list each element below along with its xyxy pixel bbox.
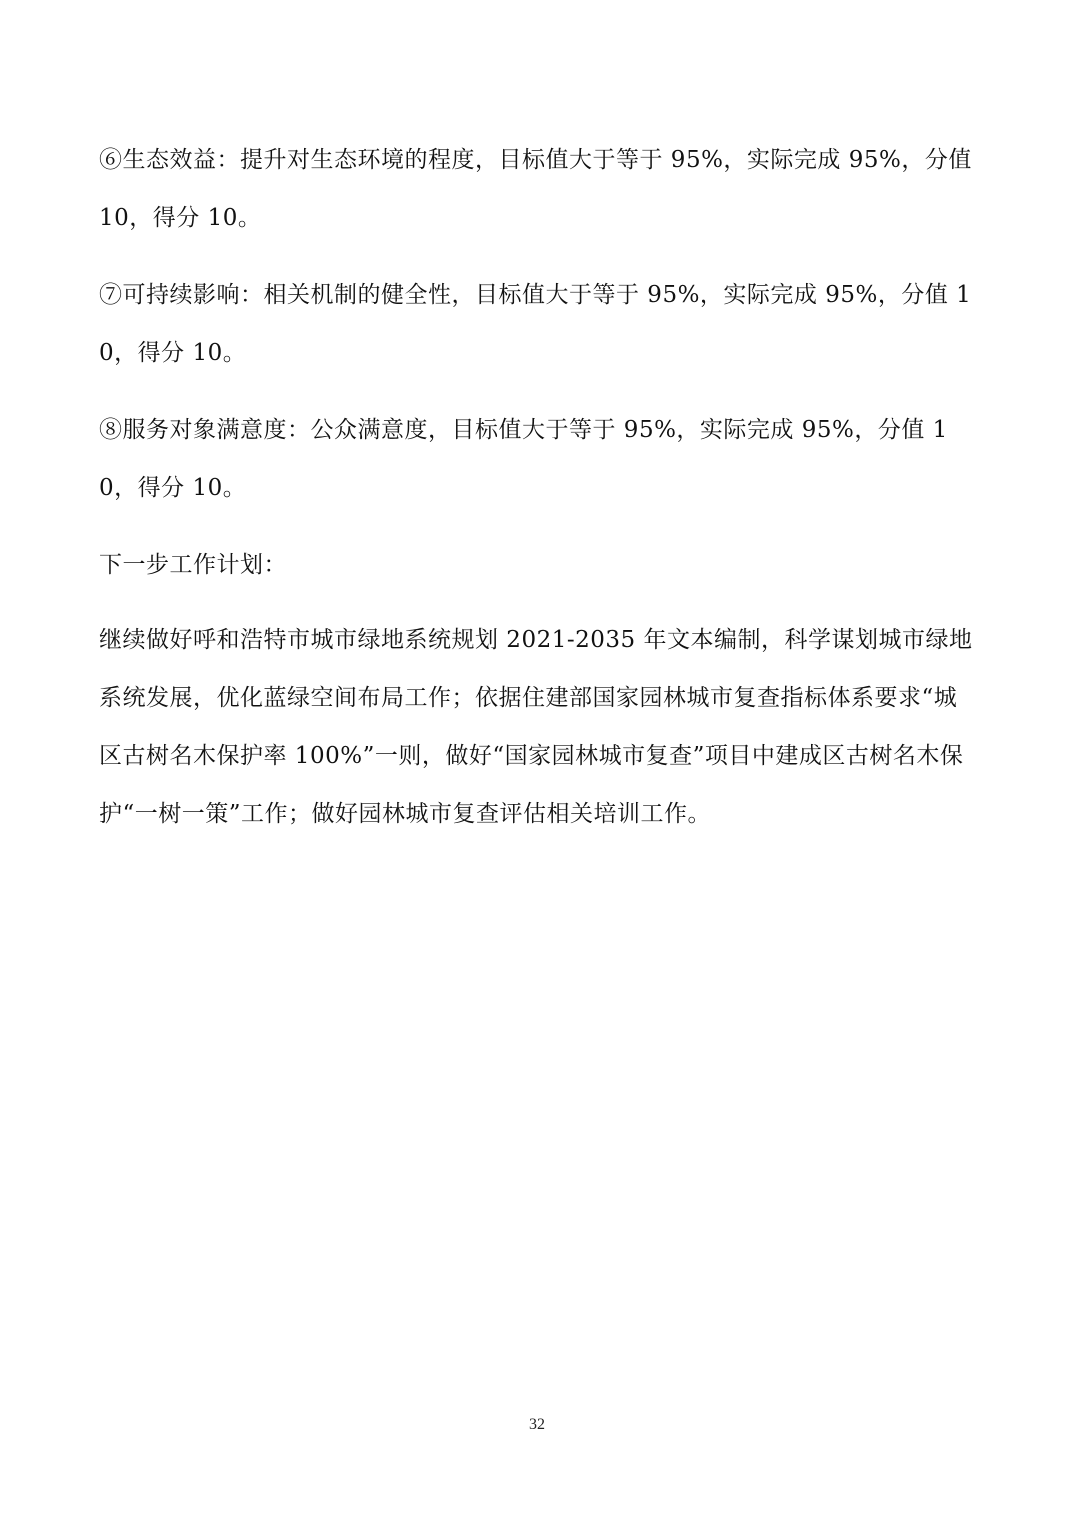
paragraph-service-satisfaction: ⑧服务对象满意度：公众满意度，目标值大于等于 95%，实际完成 95%，分值 10，得分 10。 xyxy=(99,417,948,501)
page-number: 32 xyxy=(529,1416,545,1433)
paragraph-ecological-benefit: ⑥生态效益：提升对生态环境的程度，目标值大于等于 95%，实际完成 95%，分值 10，得分 10。 xyxy=(99,147,972,231)
next-plan-body: 继续做好呼和浩特市城市绿地系统规划 2021-2035 年文本编制，科学谋划城市绿地系统发展，优化蓝绿空间布局工作；依据住建部国家园林城市复查指标体系要求“城区古树名木保护率 100%”一则，做好“国家园林城市复查”项目中建成区古树名木保护“一树一策”工作；做好园林城市复查评估相关培训工作。 xyxy=(99,627,973,827)
paragraph-sustainable-impact: ⑦可持续影响：相关机制的健全性，目标值大于等于 95%，实际完成 95%，分值 10，得分 10。 xyxy=(99,282,972,366)
next-plan-heading: 下一步工作计划： xyxy=(99,552,287,578)
